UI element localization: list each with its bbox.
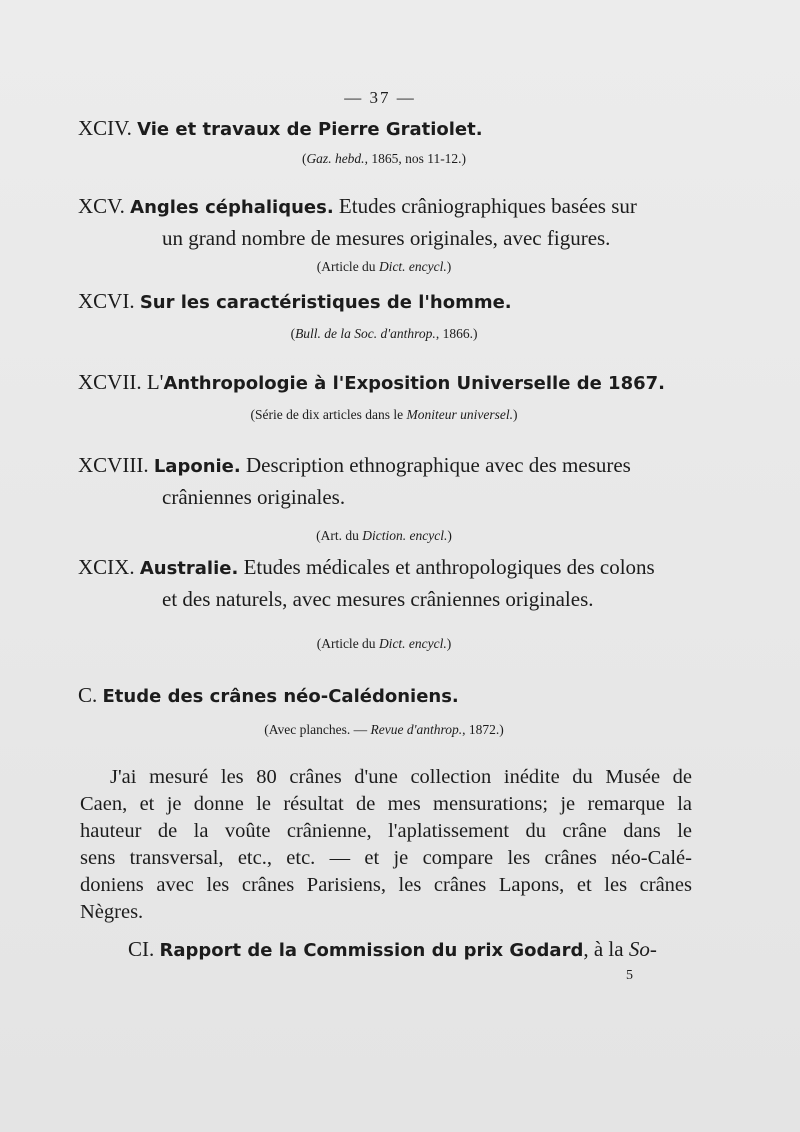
paragraph-line: J'ai mesuré les 80 crânes d'une collection inédite du Musée de bbox=[110, 766, 692, 788]
entry-numeral: XCV. bbox=[78, 194, 125, 218]
entry-numeral: XCVI. bbox=[78, 289, 135, 313]
entry-numeral: CI. bbox=[128, 937, 155, 961]
entry-ci bbox=[128, 934, 708, 966]
entry-heading bbox=[78, 552, 690, 584]
paragraph-line: Caen, et je donne le résultat de mes mensurations; je remarque la bbox=[80, 793, 692, 815]
entry-description-italic: So- bbox=[628, 937, 657, 961]
entry-numeral: XCIX. bbox=[78, 555, 135, 579]
page-number: — 37 — bbox=[344, 88, 416, 107]
entry-title: Vie et travaux de Pierre Gratiolet. bbox=[137, 119, 483, 140]
entry-citation: (Article du Dict. encycl.) bbox=[316, 259, 452, 274]
entry-description: Etudes crâniographiques basées sur bbox=[333, 194, 637, 218]
entry-xcvi bbox=[78, 286, 690, 344]
paragraph-line: sens transversal, etc., etc. — et je compare les crânes néo-Calé- bbox=[80, 847, 692, 869]
entry-description: , à la bbox=[583, 937, 629, 961]
paragraph-line: Nègres. bbox=[80, 901, 144, 923]
entry-title: Australie. bbox=[139, 558, 239, 579]
entry-title: Etude des crânes néo-Calédoniens. bbox=[102, 686, 459, 707]
entry-description-cont: et des naturels, avec mesures crâniennes originales. bbox=[162, 587, 594, 611]
entry-heading bbox=[78, 680, 690, 712]
entry-lead: L' bbox=[146, 370, 164, 394]
entry-title: Angles céphaliques. bbox=[130, 197, 334, 218]
entry-numeral: XCVII. bbox=[78, 370, 142, 394]
entry-heading bbox=[78, 367, 690, 399]
entry-title: Laponie. bbox=[153, 456, 241, 477]
entry-numeral: XCVIII. bbox=[78, 453, 149, 477]
entry-numeral: XCIV. bbox=[78, 116, 132, 140]
paragraph-line: hauteur de la voûte crânienne, l'aplatissement du crâne dans le bbox=[80, 820, 692, 842]
entry-citation: (Art. du Diction. encycl.) bbox=[316, 528, 452, 543]
entry-citation: (Gaz. hebd., 1865, nos 11-12.) bbox=[301, 151, 467, 166]
entry-heading bbox=[78, 450, 690, 482]
entry-description-cont: un grand nombre de mesures originales, avec figures. bbox=[162, 226, 611, 250]
entry-xcvii bbox=[78, 367, 690, 425]
entry-title: Anthropologie à l'Exposition Universelle de 1867. bbox=[163, 373, 665, 394]
entry-title: Rapport de la Commission du prix Godard bbox=[159, 940, 584, 961]
paragraph-line: doniens avec les crânes Parisiens, les crânes Lapons, et les crânes bbox=[80, 874, 692, 896]
entry-heading bbox=[78, 113, 690, 145]
entry-description-cont: crâniennes originales. bbox=[162, 485, 346, 509]
entry-c bbox=[78, 680, 690, 740]
entry-citation: (Série de dix articles dans le Moniteur universel.) bbox=[250, 407, 518, 422]
entry-xcix bbox=[78, 552, 690, 654]
entry-xcv bbox=[78, 191, 690, 277]
signature-mark: 5 bbox=[626, 968, 633, 983]
entry-heading bbox=[78, 191, 690, 223]
entry-citation: (Bull. de la Soc. d'anthrop., 1866.) bbox=[290, 326, 478, 341]
entry-citation: (Avec planches. — Revue d'anthrop., 1872.) bbox=[264, 722, 504, 737]
entry-description: Description ethnographique avec des mesures bbox=[240, 453, 631, 477]
entry-citation: (Article du Dict. encycl.) bbox=[316, 636, 452, 651]
entry-title: Sur les caractéristiques de l'homme. bbox=[139, 292, 512, 313]
description-paragraph bbox=[80, 764, 692, 926]
entry-heading bbox=[128, 934, 708, 966]
entry-numeral: C. bbox=[78, 683, 98, 707]
entry-xcviii bbox=[78, 450, 690, 546]
entry-xciv bbox=[78, 113, 690, 169]
entry-description: Etudes médicales et anthropologiques des colons bbox=[238, 555, 655, 579]
entry-heading bbox=[78, 286, 690, 318]
